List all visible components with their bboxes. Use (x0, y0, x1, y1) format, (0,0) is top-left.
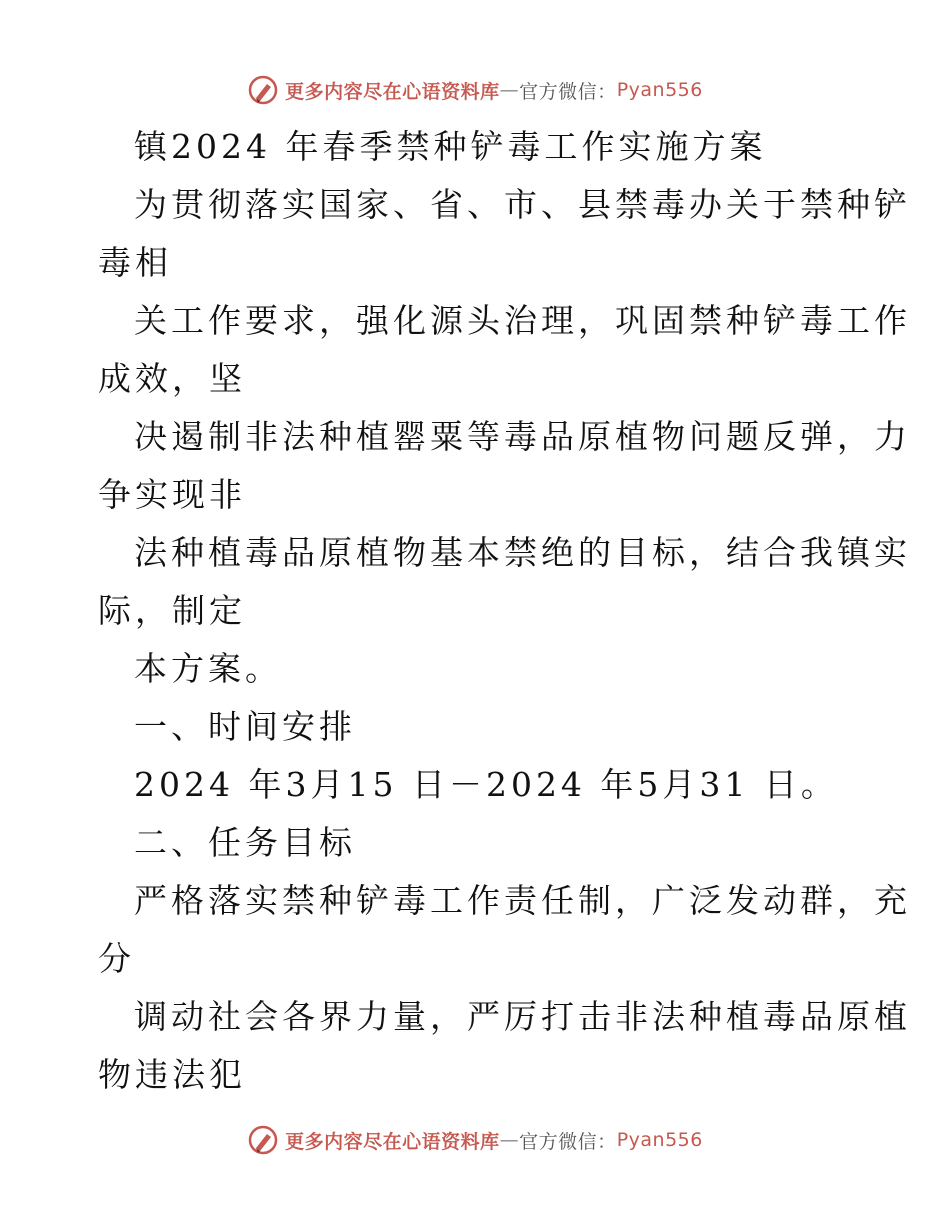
document-line: 本方案。 (134, 649, 282, 688)
document-line: 争实现非 (98, 475, 246, 514)
document-line: 关工作要求，强化源头治理，巩固禁种铲毒工作 (134, 301, 911, 340)
watermark-wechat-id: Pyan556 (616, 1129, 703, 1151)
document-line: 成效，坚 (98, 359, 246, 398)
document-line: 分 (98, 939, 135, 978)
footer-watermark (0, 1120, 950, 1160)
watermark-sub-text: 官方微信： (519, 1130, 617, 1153)
document-line: 镇2024 年春季禁种铲毒工作实施方案 (134, 127, 767, 166)
watermark-separator: — (499, 1129, 520, 1151)
pen-logo-icon (247, 1124, 279, 1156)
document-body (98, 118, 911, 1104)
document-line: 毒相 (98, 243, 172, 282)
document-line: 二、任务目标 (134, 823, 356, 862)
document-line: 决遏制非法种植罂粟等毒品原植物问题反弹，力 (134, 417, 911, 456)
document-line: 物违法犯 (98, 1055, 246, 1094)
document-line: 2024 年3月15 日－2024 年5月31 日。 (134, 765, 838, 804)
watermark-wechat-id: Pyan556 (616, 79, 703, 101)
watermark-separator: — (499, 79, 520, 101)
watermark-main-text: 更多内容尽在心语资料库 (285, 1130, 500, 1153)
header-watermark (0, 70, 950, 110)
watermark-main-text: 更多内容尽在心语资料库 (285, 80, 500, 103)
document-line: 严格落实禁种铲毒工作责任制，广泛发动群，充 (134, 881, 911, 920)
document-line: 一、时间安排 (134, 707, 356, 746)
document-line: 为贯彻落实国家、省、市、县禁毒办关于禁种铲 (134, 185, 911, 224)
document-line: 法种植毒品原植物基本禁绝的目标，结合我镇实 (134, 533, 911, 572)
document-line: 际，制定 (98, 591, 246, 630)
watermark-sub-text: 官方微信： (519, 80, 617, 103)
pen-logo-icon (247, 74, 279, 106)
document-line: 调动社会各界力量，严厉打击非法种植毒品原植 (134, 997, 911, 1036)
